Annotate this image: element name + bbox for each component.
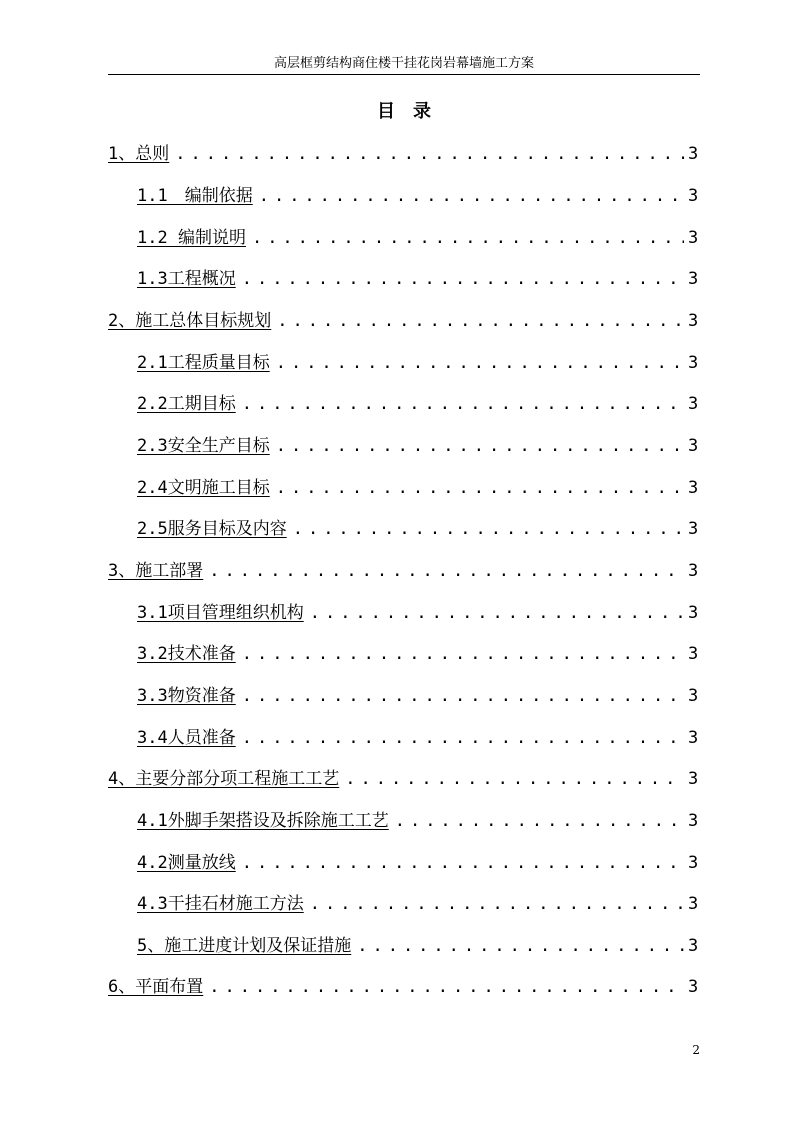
toc-entry[interactable]: [137, 600, 698, 624]
toc-entry[interactable]: [137, 808, 698, 832]
toc-entry-page: 3: [688, 394, 699, 414]
toc-entry-page: 3: [688, 269, 699, 289]
toc-entry-page: 3: [688, 811, 699, 831]
toc-leader-dots: [276, 435, 684, 457]
toc-entry-label[interactable]: 5、施工进度计划及保证措施: [137, 936, 352, 956]
toc-entry-page: 3: [688, 353, 699, 373]
toc-entry-label[interactable]: 4、主要分部分项工程施工工艺: [108, 769, 340, 789]
toc-entry-page: 3: [688, 977, 699, 997]
toc-entry-page: 3: [688, 936, 699, 956]
toc-entry[interactable]: [108, 308, 698, 332]
toc-entry-label[interactable]: 2.1工程质量目标: [137, 353, 270, 373]
toc-entry-page: 3: [688, 853, 699, 873]
toc-entry-label[interactable]: 2.2工期目标: [137, 394, 236, 414]
toc-entry-page: 3: [688, 561, 699, 581]
toc-entry-label[interactable]: 4.2测量放线: [137, 853, 236, 873]
toc-entry-page: 3: [688, 644, 699, 664]
toc-leader-dots: [252, 227, 684, 249]
toc-entry[interactable]: [137, 225, 698, 249]
toc-entry[interactable]: [108, 766, 698, 790]
toc-entry[interactable]: [137, 433, 698, 457]
toc-entry[interactable]: [108, 558, 698, 582]
toc-leader-dots: [345, 768, 684, 790]
toc-entry[interactable]: [137, 683, 698, 707]
toc-entry[interactable]: [137, 350, 698, 374]
toc-entry-label[interactable]: 1.2 编制说明: [137, 228, 246, 248]
toc-entry[interactable]: [137, 725, 698, 749]
toc-leader-dots: [242, 685, 684, 707]
toc-entry-page: 3: [688, 311, 699, 331]
toc-entry-page: 3: [688, 519, 699, 539]
toc-entry[interactable]: [137, 183, 698, 207]
toc-entry-label[interactable]: 1、总则: [108, 144, 170, 164]
toc-entry[interactable]: [137, 850, 698, 874]
toc-entry-label[interactable]: 3.1项目管理组织机构: [137, 603, 304, 623]
toc-leader-dots: [310, 602, 684, 624]
running-header: 高层框剪结构商住楼干挂花岗岩幕墙施工方案: [273, 56, 534, 71]
toc-entry-label[interactable]: 1.3工程概况: [137, 269, 236, 289]
toc-leader-dots: [395, 810, 684, 832]
toc-entry[interactable]: [137, 641, 698, 665]
toc-entry-page: 3: [688, 186, 699, 206]
toc-entry[interactable]: [137, 391, 698, 415]
toc-leader-dots: [242, 643, 684, 665]
toc-entry-page: 3: [688, 228, 699, 248]
toc-leader-dots: [276, 477, 684, 499]
toc-entry[interactable]: [108, 141, 698, 165]
toc-leader-dots: [259, 185, 684, 207]
toc-leader-dots: [209, 976, 684, 998]
toc-entry-page: 3: [688, 894, 699, 914]
toc-leader-dots: [242, 852, 684, 874]
toc-entry-label[interactable]: 2.4文明施工目标: [137, 478, 270, 498]
toc-leader-dots: [310, 893, 684, 915]
toc-entry-label[interactable]: 2、施工总体目标规划: [108, 311, 272, 331]
toc-entry-page: 3: [688, 728, 699, 748]
toc-entry-label[interactable]: 6、平面布置: [108, 977, 204, 997]
toc-entry-page: 3: [688, 144, 699, 164]
toc-leader-dots: [242, 393, 684, 415]
toc-entry-label[interactable]: 3.4人员准备: [137, 728, 236, 748]
toc-entry[interactable]: [108, 974, 698, 998]
toc-leader-dots: [209, 560, 684, 582]
toc-leader-dots: [293, 518, 684, 540]
toc-entry-page: 3: [688, 769, 699, 789]
toc-entry-page: 3: [688, 603, 699, 623]
page-number: 2: [692, 1043, 700, 1057]
toc-entry[interactable]: [137, 891, 698, 915]
toc-leader-dots: [277, 310, 684, 332]
toc-leader-dots: [357, 935, 684, 957]
toc-entry-label[interactable]: 2.5服务目标及内容: [137, 519, 287, 539]
toc-entry-label[interactable]: 4.1外脚手架搭设及拆除施工工艺: [137, 811, 389, 831]
toc-leader-dots: [242, 727, 684, 749]
toc-entry-label[interactable]: 2.3安全生产目标: [137, 436, 270, 456]
toc-entry-label[interactable]: 3.2技术准备: [137, 644, 236, 664]
toc-entry-label[interactable]: 4.3干挂石材施工方法: [137, 894, 304, 914]
toc-entry[interactable]: [137, 933, 698, 957]
toc-entry-label[interactable]: 1.1 编制依据: [137, 186, 253, 206]
toc-entry-label[interactable]: 3、施工部署: [108, 561, 204, 581]
toc-leader-dots: [276, 352, 684, 374]
toc-entry[interactable]: [137, 516, 698, 540]
toc-entry-page: 3: [688, 478, 699, 498]
toc-entry-label[interactable]: 3.3物资准备: [137, 686, 236, 706]
toc-leader-dots: [175, 143, 684, 165]
toc-entry[interactable]: [137, 266, 698, 290]
toc-leader-dots: [242, 268, 684, 290]
toc-title: 目 录: [377, 101, 431, 122]
toc-entry-page: 3: [688, 436, 699, 456]
toc-entry[interactable]: [137, 475, 698, 499]
toc-entry-page: 3: [688, 686, 699, 706]
